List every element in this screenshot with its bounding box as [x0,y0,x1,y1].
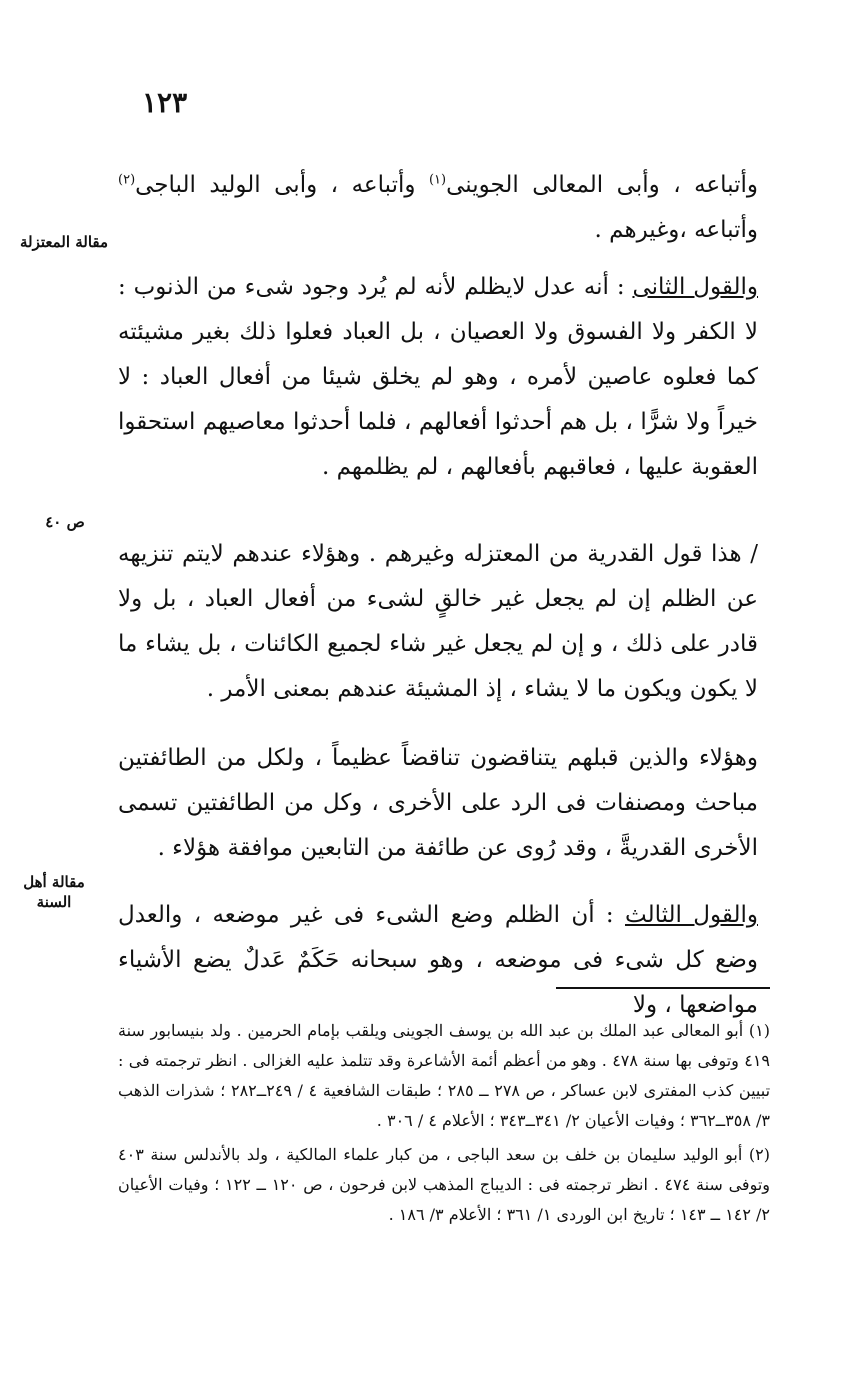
paragraph-1 [118,163,758,253]
footnote-ref-2[interactable]: (٢) [118,172,136,188]
footnote-1: (١) أبو المعالى عبد الملك بن عبد الله بن يوسف الجوينى ويلقب بإمام الحرمين . ولد بنيسابور سنة ٤١٩ وتوفى بها سنة ٤٧٨ . وهو من أعظم أئمة الأشاعرة وقد تتلمذ عليه الغزالى . انظر ترجمته فى : تبيين كذب المفترى لابن عساكر ، ص ٢٧٨ ــ ٢٨٥ ؛ طبقات الشافعية ٤ / ٢٤٩ــ٢٨٢ ؛ شذرات الذهب ٣/ ٣٥٨ــ٣٦٢ ؛ وفيات الأعيان ٢/ ٣٤١ــ٣٤٣ ؛ الأعلام ٤ / ٣٠٦ . [118,1021,771,1130]
margin-note-mutazila: مقالة المعتزلة [19,233,109,251]
paragraph-5-text: : أن الظلم وضع الشىء فى غير موضعه ، والعدل وضع كل شىء فى موضعه ، وهو سبحانه حَكَمٌ عَدلٌ يضع الأشياء مواضعها ، ولا [118,902,758,1018]
paragraph-1-part-a: وأتباعه ، وأبى المعالى الجوينى [446,172,758,198]
paragraph-2 [118,265,758,490]
paragraph-2-lead: والقول الثانى [632,274,759,300]
paragraph-5 [118,893,758,1028]
margin-note-page-ref: ص ٤٠ [45,513,85,531]
main-text [118,163,758,1028]
page-number: ١٢٣ [142,86,188,119]
footnote-divider [556,987,770,989]
paragraph-4: وهؤلاء والذين قبلهم يتناقضون تناقضاً عظيماً ، ولكل من الطائفتين مباحث ومصنفات فى الرد على الأخرى ، وكل من الطائفتين تسمى الأخرى القدريةَّ ، وقد رُوى عن طائفة من التابعين موافقة هؤلاء . [118,745,758,861]
paragraph-3: / هذا قول القدرية من المعتزله وغيرهم . وهؤلاء عندهم لايتم تنزيهه عن الظلم إن لم يجعل غير خالقٍ لشىء من أفعال العباد ، بل ولا قادر على ذلك ، و إن لم يجعل غير شاء لجميع الكائنات ، بل يشاء ما لا يكون ويكون ما لا يشاء ، إذ المشيئة عندهم بمعنى الأمر . [118,541,758,702]
footnote-2: (٢) أبو الوليد سليمان بن خلف بن سعد الباجى ، من كبار علماء المالكية ، ولد بالأندلس سنة ٤٠٣ وتوفى سنة ٤٧٤ . انظر ترجمته فى : الديباج المذهب لابن فرحون ، ص ١٢٠ ــ ١٢٢ ؛ وفيات الأعيان ٢/ ١٤٢ ــ ١٤٣ ؛ تاريخ ابن الوردى ١/ ٣٦١ ؛ الأعلام ٣/ ١٨٦ . [118,1145,771,1224]
paragraph-1-part-b: وأتباعه ، وأبى الوليد الباجى [135,172,429,198]
paragraph-5-lead: والقول الثالث [625,902,758,928]
paragraph-1-part-c: وأتباعه ،وغيرهم . [594,217,758,243]
footnote-ref-1[interactable]: (١) [428,172,447,188]
paragraph-2-text: : أنه عدل لايظلم لأنه لم يُرد وجود شىء من الذنوب : لا الكفر ولا الفسوق ولا العصيان ، بل العباد فعلوا ذلك بغير مشيئته كما فعلوه عاصين لأمره ، وهو لم يخلق شيئا من أفعال العباد : لا خيراً ولا شرًّا ، بل هم أحدثوا أفعالهم ، فلما أحدثوا معاصيهم استحقوا العقوبة عليها ، فعاقبهم بأفعالهم ، لم يظلمهم . [118,274,758,480]
margin-note-sunna: مقالة أهل السنة [23,873,85,911]
footnotes [118,1016,770,1230]
